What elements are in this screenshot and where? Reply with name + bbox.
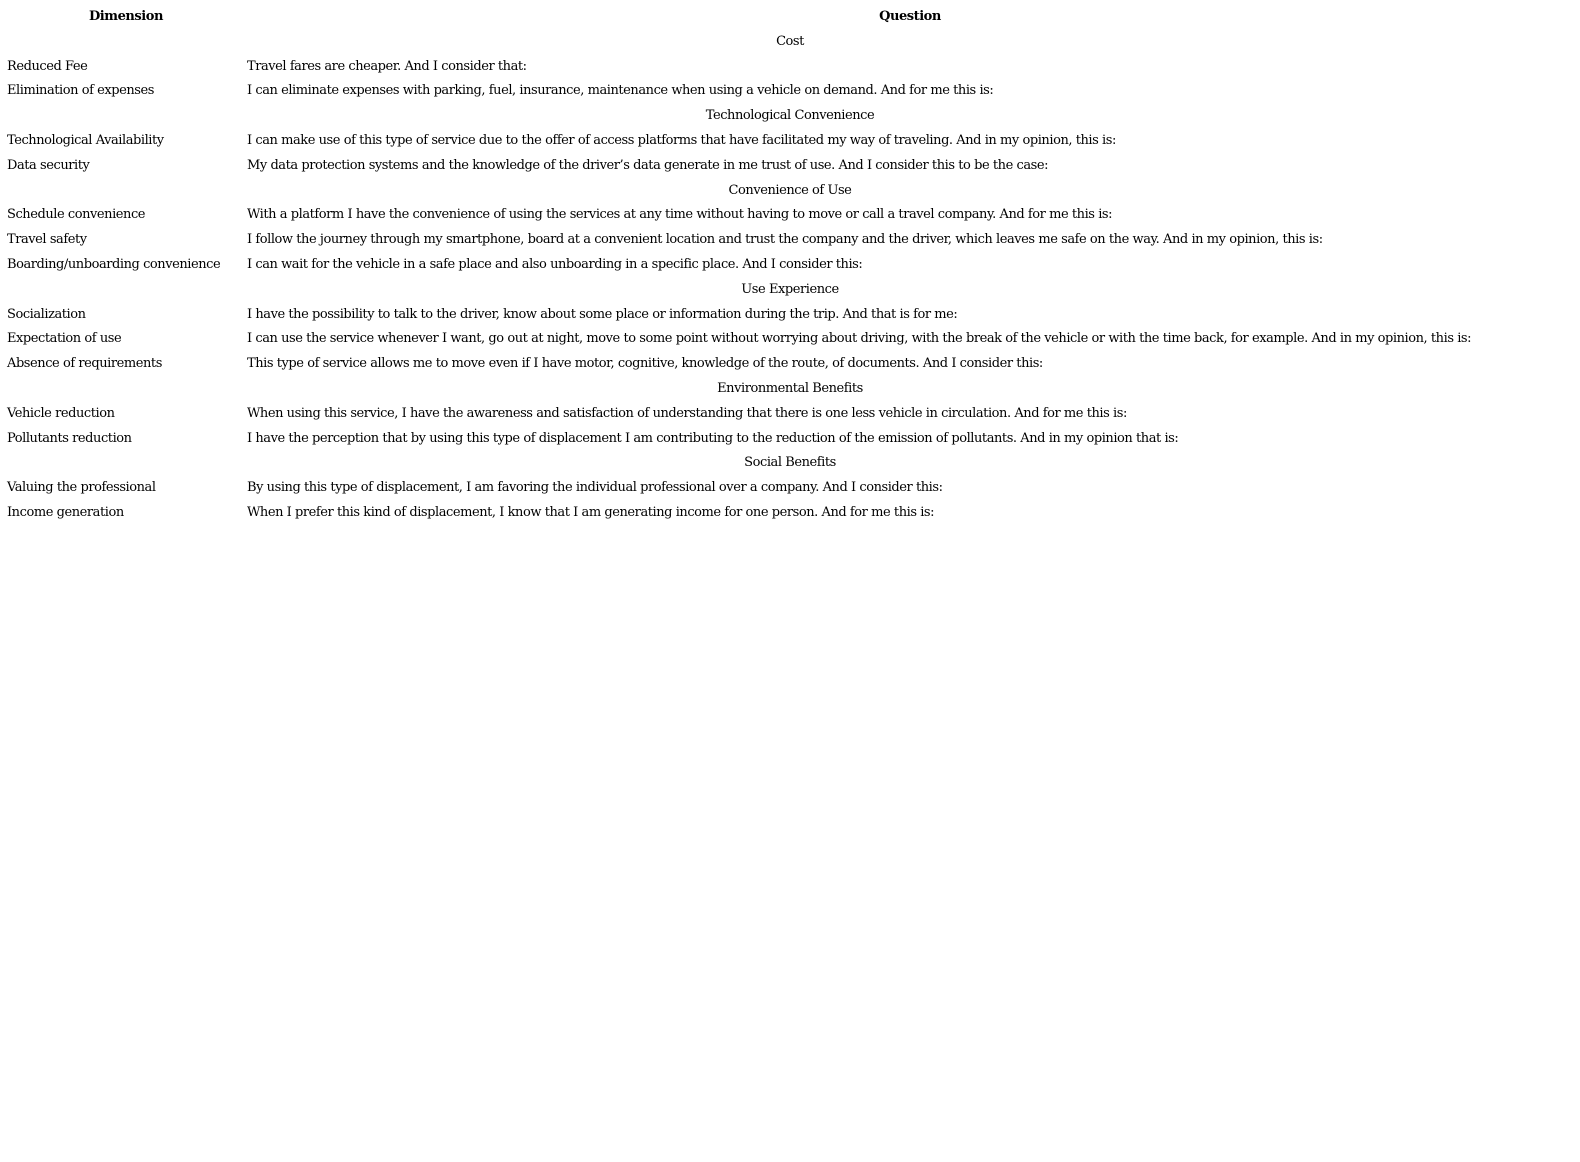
section-title: Social Benefits bbox=[744, 455, 836, 471]
section-title: Technological Convenience bbox=[705, 108, 875, 124]
section-row-cost bbox=[5, 30, 1573, 55]
section-row-use-experience bbox=[5, 278, 1573, 303]
dimension-question-table bbox=[5, 5, 1573, 526]
question-cell: When using this service, I have the awareness and satisfaction of understanding that there is one less vehicle in circulation. And for me this is: bbox=[247, 405, 1127, 421]
table-row bbox=[5, 501, 1573, 526]
section-row-environmental-benefits bbox=[5, 377, 1573, 402]
dimension-cell: Technological Availability bbox=[7, 132, 164, 148]
table-row bbox=[5, 79, 1573, 104]
question-cell: Travel fares are cheaper. And I consider that: bbox=[247, 58, 527, 74]
section-title: Environmental Benefits bbox=[717, 380, 863, 396]
dimension-cell: Socialization bbox=[7, 306, 86, 322]
table-row bbox=[5, 476, 1573, 501]
dimension-cell: Schedule convenience bbox=[7, 207, 146, 223]
dimension-cell: Expectation of use bbox=[7, 331, 122, 347]
table-header bbox=[5, 5, 1573, 30]
question-cell: I can make use of this type of service due to the offer of access platforms that have facilitated my way of traveling. And in my opinion, this is: bbox=[247, 132, 1116, 148]
question-cell: By using this type of displacement, I am favoring the individual professional over a company. And I consider this: bbox=[247, 480, 943, 496]
section-title: Convenience of Use bbox=[728, 182, 852, 198]
table-row bbox=[5, 352, 1573, 377]
question-cell: I can use the service whenever I want, go out at night, move to some point without worrying about driving, with the break of the vehicle or with the time back, for example. And in my opinion, this is: bbox=[247, 331, 1472, 347]
table-row bbox=[5, 402, 1573, 427]
question-cell: My data protection systems and the knowledge of the driver’s data generate in me trust of use. And I consider this to be the case: bbox=[247, 157, 1049, 173]
dimension-cell: Boarding/unboarding convenience bbox=[7, 256, 221, 272]
table-row bbox=[5, 203, 1573, 228]
table-row bbox=[5, 129, 1573, 154]
header-row bbox=[5, 5, 1573, 30]
dimension-cell: Income generation bbox=[7, 504, 124, 520]
question-cell: I have the perception that by using this type of displacement I am contributing to the reduction of the emission of pollutants. And in my opinion that is: bbox=[247, 430, 1179, 446]
table-body bbox=[5, 30, 1573, 526]
table-row bbox=[5, 427, 1573, 452]
question-cell: I have the possibility to talk to the driver, know about some place or information during the trip. And that is for me: bbox=[247, 306, 958, 322]
question-cell: With a platform I have the convenience of using the services at any time without having to move or call a travel company. And for me this is: bbox=[247, 207, 1113, 223]
question-cell: I follow the journey through my smartphone, board at a convenient location and trust the company and the driver, which leaves me safe on the way. And in my opinion, this is: bbox=[247, 232, 1323, 248]
dimension-cell: Reduced Fee bbox=[7, 58, 88, 74]
table-row bbox=[5, 55, 1573, 80]
question-cell: I can wait for the vehicle in a safe place and also unboarding in a specific place. And I consider this: bbox=[247, 256, 863, 272]
section-row-social-benefits bbox=[5, 451, 1573, 476]
question-column-header: Question bbox=[879, 9, 941, 24]
document-page bbox=[5, 5, 1573, 526]
section-row-technological-convenience bbox=[5, 104, 1573, 129]
dimension-cell: Travel safety bbox=[7, 232, 87, 248]
dimension-cell: Valuing the professional bbox=[7, 480, 156, 496]
table-row bbox=[5, 154, 1573, 179]
table-row bbox=[5, 228, 1573, 253]
table-row bbox=[5, 303, 1573, 328]
section-title: Use Experience bbox=[741, 281, 839, 297]
dimension-cell: Absence of requirements bbox=[7, 356, 162, 372]
dimension-cell: Vehicle reduction bbox=[7, 405, 115, 421]
dimension-cell: Elimination of expenses bbox=[7, 83, 154, 99]
question-cell: When I prefer this kind of displacement, I know that I am generating income for one person. And for me this is: bbox=[247, 504, 935, 520]
table-row bbox=[5, 253, 1573, 278]
dimension-cell: Data security bbox=[7, 157, 90, 173]
question-cell: I can eliminate expenses with parking, fuel, insurance, maintenance when using a vehicle on demand. And for me this is: bbox=[247, 83, 994, 99]
section-title: Cost bbox=[776, 33, 804, 49]
dimension-cell: Pollutants reduction bbox=[7, 430, 132, 446]
table-row bbox=[5, 327, 1573, 352]
question-cell: This type of service allows me to move even if I have motor, cognitive, knowledge of the route, of documents. And I consider this: bbox=[247, 356, 1043, 372]
dimension-column-header: Dimension bbox=[88, 9, 164, 24]
section-row-convenience-of-use bbox=[5, 179, 1573, 204]
